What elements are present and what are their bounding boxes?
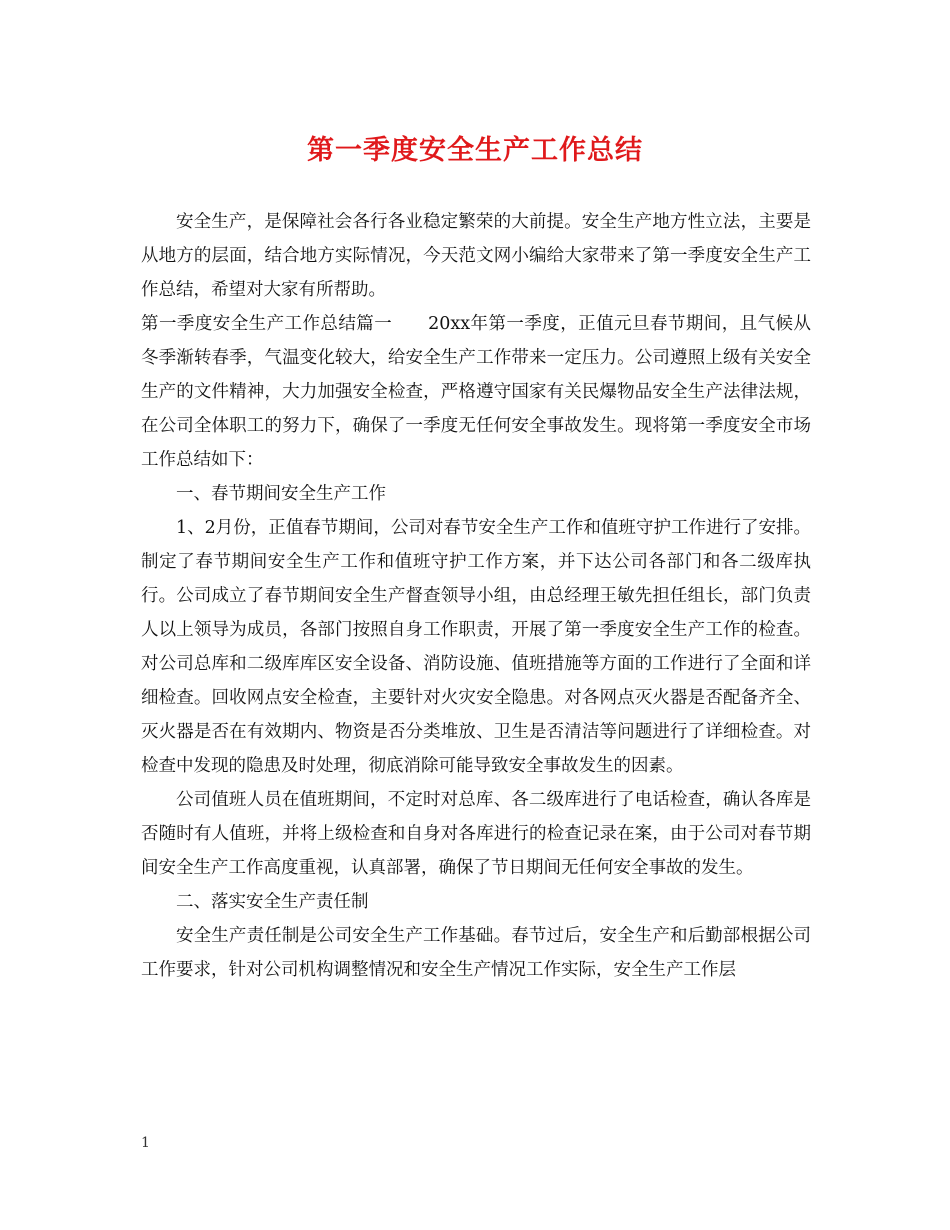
document-title: 第一季度安全生产工作总结 bbox=[307, 135, 643, 166]
paragraph-duty-staff: 公司值班人员在值班期间，不定时对总库、各二级库进行了电话检查，确认各库是否随时有人值班，并将上级检查和自身对各库进行的检查记录在案，由于公司对春节期间安全生产工作高度重视，认真部署，确保了节日期间无任何安全事故的发生。 bbox=[141, 790, 811, 878]
heading-spring-festival: 一、春节期间安全生产工作 bbox=[176, 484, 386, 504]
paragraph-intro: 安全生产，是保障社会各行各业稳定繁荣的大前提。安全生产地方性立法，主要是从地方的层面，结合地方实际情况，今天范文网小编给大家带来了第一季度安全生产工作总结，希望对大家有所帮助。 bbox=[141, 212, 811, 300]
paragraph-section-one-intro: 第一季度安全生产工作总结篇一 20xx年第一季度，正值元旦春节期间，且气候从冬季渐转春季，气温变化较大，给安全生产工作带来一定压力。公司遵照上级有关安全生产的文件精神，大力加强安全检查，严格遵守国家有关民爆物品安全生产法律法规，在公司全体职工的努力下，确保了一季度无任何安全事故发生。现将第一季度安全市场工作总结如下： bbox=[141, 314, 811, 470]
paragraph-responsibility-system: 安全生产责任制是公司安全生产工作基础。春节过后，安全生产和后勤部根据公司工作要求，针对公司机构调整情况和安全生产情况工作实际，安全生产工作层 bbox=[141, 926, 811, 980]
paragraph-spring-festival-details: 1、2月份，正值春节期间，公司对春节安全生产工作和值班守护工作进行了安排。制定了春节期间安全生产工作和值班守护工作方案，并下达公司各部门和各二级库执行。公司成立了春节期间安全生产督查领导小组，由总经理王敏先担任组长，部门负责人以上领导为成员，各部门按照自身工作职责，开展了第一季度安全生产工作的检查。对公司总库和二级库库区安全设备、消防设施、值班措施等方面的工作进行了全面和详细检查。回收网点安全检查，主要针对火灾安全隐患。对各网点灭火器是否配备齐全、灭火器是否在有效期内、物资是否分类堆放、卫生是否清洁等问题进行了详细检查。对检查中发现的隐患及时处理，彻底消除可能导致安全事故发生的因素。 bbox=[141, 518, 811, 776]
document-body bbox=[141, 205, 811, 987]
heading-responsibility-system: 二、落实安全生产责任制 bbox=[176, 892, 369, 912]
page-number: 1 bbox=[141, 1135, 150, 1151]
